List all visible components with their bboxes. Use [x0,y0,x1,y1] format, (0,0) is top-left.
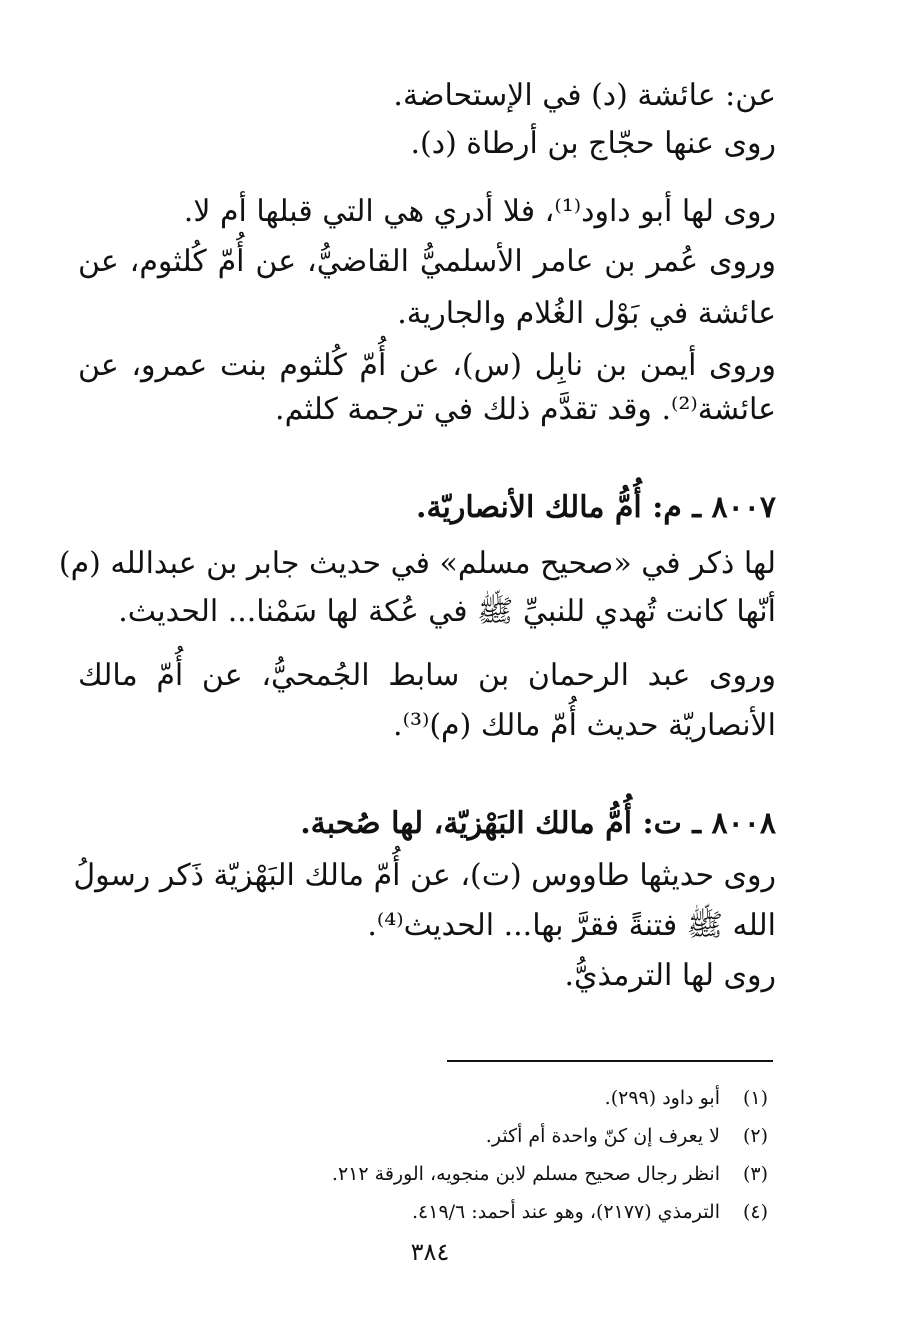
entry-heading-8007: ٨٠٠٧ ـ م: أُمُّ مالك الأنصاريّة. [416,490,776,525]
text-line: وروى أيمن بن نابِل (س)، عن أُمّ كُلثوم بنت عمرو، عن [78,348,776,383]
text-line: وروى عبد الرحمان بن سابط الجُمحيُّ، عن أُمّ مالك [78,658,776,693]
footnote-separator [447,1060,773,1062]
text-line: روى لها أبو داود⁽¹⁾، فلا أدري هي التي قبلها أم لا. [183,194,776,229]
footnote [130,1198,768,1226]
page-number: ٣٨٤ [410,1238,450,1266]
text-line: الأنصاريّة حديث أُمّ مالك (م)⁽³⁾. [393,708,776,743]
footnote-text: أبو داود (٢٩٩). [604,1087,720,1109]
footnote [130,1160,768,1188]
footnote-number: (٢) [742,1125,768,1147]
text-line: روى لها الترمذيُّ. [564,958,776,993]
footnote-number: (٣) [742,1163,768,1185]
footnote [130,1122,768,1150]
footnote-number: (٤) [742,1201,768,1223]
entry-narrator-line: عن: عائشة (د) في الإستحاضة. [393,78,776,113]
text-line: عائشة في بَوْل الغُلام والجارية. [397,296,776,331]
text-line: لها ذكر في «صحيح مسلم» في حديث جابر بن عبدالله (م) [58,546,776,581]
text-line: أنّها كانت تُهدي للنبيِّ ﷺ في عُكة لها سَمْنا... الحديث. [118,594,776,629]
entry-narrator-line: روى عنها حجّاج بن أرطاة (د). [410,126,776,161]
text-line: وروى عُمر بن عامر الأسلميُّ القاضيُّ، عن أُمّ كُلثوم، عن [78,244,776,279]
footnote [130,1084,768,1112]
text-line: روى حديثها طاووس (ت)، عن أُمّ مالك البَهْزيّة ذَكر رسولُ [73,858,776,893]
text-line: عائشة⁽²⁾. وقد تقدَّم ذلك في ترجمة كلثم. [275,392,776,427]
footnote-number: (١) [742,1087,768,1109]
entry-heading-8008: ٨٠٠٨ ـ ت: أُمُّ مالك البَهْزيّة، لها صُحبة. [300,806,776,841]
footnote-text: لا يعرف إن كنّ واحدة أم أكثر. [485,1125,720,1147]
footnote-text: الترمذي (٢١٧٧)، وهو عند أحمد: ٤١٩/٦. [411,1201,720,1223]
footnote-text: انظر رجال صحيح مسلم لابن منجويه، الورقة ٢١٢. [331,1163,720,1185]
text-line: الله ﷺ فتنةً فقرَّ بها... الحديث⁽⁴⁾. [367,908,776,943]
